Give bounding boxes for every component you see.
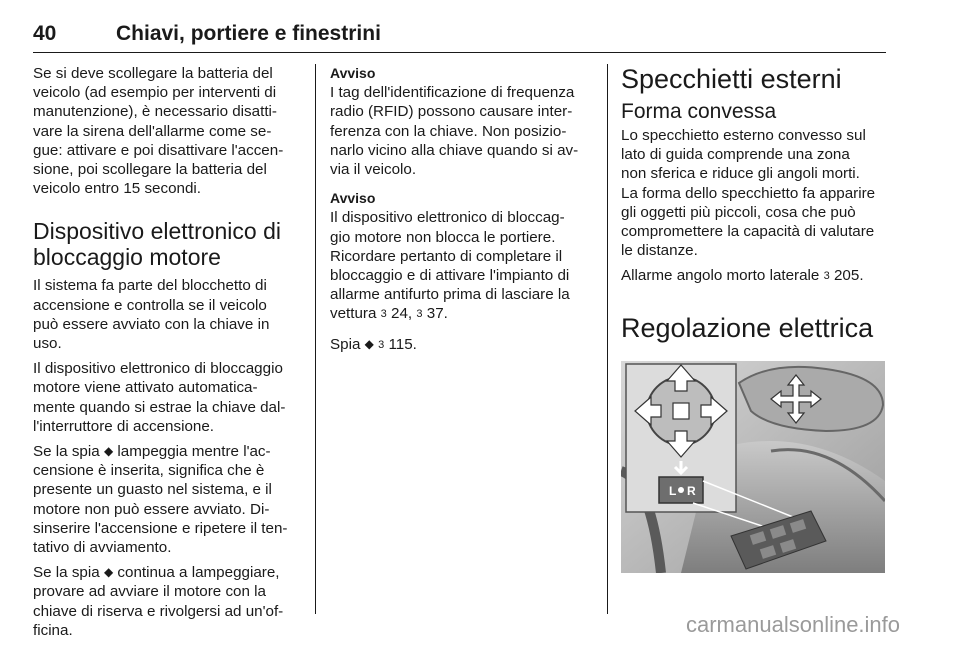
text-line: sione, poi scollegare la batteria del <box>33 161 267 179</box>
text-line: mente quando si estrae la chiave dal- <box>33 398 286 416</box>
page-number: 40 <box>33 22 57 45</box>
immobilizer-warning-icon: ◆ <box>103 565 114 580</box>
selector-dot <box>678 487 684 493</box>
text-line: Il dispositivo elettronico di bloccag- <box>330 209 565 227</box>
immobilizer-warning-icon: ◆ <box>364 336 374 351</box>
page-reference-icon: 3 <box>823 270 830 283</box>
text-line: bloccaggio e di attivare l'impianto di <box>330 267 570 285</box>
notice-box <box>330 64 595 179</box>
column-1 <box>33 64 303 646</box>
text-line: Se si deve scollegare la batteria del <box>33 65 273 82</box>
text-line: manutenzione), è necessario disatti- <box>33 103 277 121</box>
paragraph <box>33 359 303 436</box>
text-line: provare ad avviare il motore con la <box>33 583 266 601</box>
text-line <box>621 266 889 286</box>
column-divider-2 <box>607 64 608 614</box>
watermark: carmanualsonline.info <box>686 612 901 637</box>
text-line: gli oggetti più piccoli, cosa che può <box>621 203 856 221</box>
text-line: radio (RFID) possono causare inter- <box>330 103 573 121</box>
mirror-adjustment-illustration <box>621 361 885 573</box>
text-fragment: Se la spia <box>33 443 100 461</box>
text-line: Il sistema fa parte del blocchetto di <box>33 277 267 295</box>
section-title-mirrors: Specchietti esterni <box>621 64 842 94</box>
text-fragment: Spia <box>330 335 361 353</box>
text-line: lato di guida comprende una zona <box>621 146 850 164</box>
text-line: Lo specchietto esterno convesso sul <box>621 127 866 144</box>
immobilizer-warning-icon: ◆ <box>103 444 114 459</box>
text-line: ferenza con la chiave. Non posizio- <box>330 122 567 140</box>
notice-box <box>330 189 595 324</box>
text-fragment: Se la spia <box>33 564 100 582</box>
text-line: I tag dell'identificazione di frequenza <box>330 84 575 102</box>
section-title-electric-adjustment: Regolazione elettrica <box>621 312 874 343</box>
subsection-title-convex: Forma convessa <box>621 100 777 123</box>
text-line <box>330 335 595 355</box>
text-line: censione è inserita, significa che è <box>33 462 265 480</box>
column-divider-1 <box>315 64 316 614</box>
text-line: non sferica e riduce gli angoli morti. <box>621 165 860 183</box>
text-line: sinserire l'accensione e ripetere il ten- <box>33 519 288 537</box>
text-line: le distanze. <box>621 242 698 260</box>
text-fragment: Allarme angolo morto laterale <box>621 267 820 285</box>
page-reference[interactable]: 37. <box>426 305 448 323</box>
text-line: può essere avviato con la chiave in <box>33 315 270 333</box>
text-line: presente un guasto nel sistema, e il <box>33 481 272 499</box>
paragraph <box>330 335 595 355</box>
page-reference-icon: 3 <box>380 308 387 321</box>
page-reference-icon: 3 <box>416 308 423 321</box>
text-line: compromettere la capacità di valutare <box>621 223 875 241</box>
text-line: uso. <box>33 335 62 353</box>
text-line: motore viene attivato automatica- <box>33 379 258 397</box>
text-line <box>330 304 595 324</box>
text-line: motore non può essere avviato. Di- <box>33 500 270 518</box>
section-heading-immobilizer <box>33 218 303 270</box>
text-line: Il dispositivo elettronico di bloccaggio <box>33 360 283 378</box>
text-fragment: lampeggia mentre l'ac- <box>117 443 271 461</box>
heading-line: bloccaggio motore <box>33 244 221 271</box>
intro-paragraph <box>33 64 303 198</box>
text-line: La forma dello specchietto fa apparire <box>621 184 876 202</box>
chapter-title: Chiavi, portiere e finestrini <box>116 22 381 45</box>
notice-title: Avviso <box>330 190 376 207</box>
text-line: Ricordare pertanto di completare il <box>330 247 563 265</box>
text-line: allarme antifurto prima di lasciare la <box>330 286 570 304</box>
paragraph <box>33 563 303 640</box>
page-reference-icon: 3 <box>378 338 385 351</box>
paragraph <box>621 126 889 260</box>
text-fragment: vettura <box>330 305 377 323</box>
text-line: chiave di riserva e rivolgersi ad un'of- <box>33 602 284 620</box>
page-reference[interactable]: 115. <box>388 335 417 353</box>
notice-title: Avviso <box>330 65 376 81</box>
text-line: via il veicolo. <box>330 161 417 179</box>
heading-line: Dispositivo elettronico di <box>33 218 282 245</box>
header-rule <box>33 52 886 53</box>
column-2 <box>330 64 595 361</box>
page-reference[interactable]: 24, <box>391 305 413 323</box>
text-line: gio motore non blocca le portiere. <box>330 228 556 246</box>
text-line: ficina. <box>33 621 73 639</box>
text-line: gue: attivare e poi disattivare l'accen- <box>33 141 284 159</box>
text-line <box>33 563 303 582</box>
text-line: veicolo (ad esempio per interventi di <box>33 84 277 102</box>
text-line: tativo di avviamento. <box>33 539 172 557</box>
text-line: l'interruttore di accensione. <box>33 417 215 435</box>
center-mirror-icon <box>673 403 689 419</box>
selector-left-label: L <box>669 483 677 498</box>
page-reference[interactable]: 205. <box>833 267 864 285</box>
text-line: vare la sirena dell'allarme come se- <box>33 122 272 140</box>
column-3 <box>621 64 889 573</box>
text-line: narlo vicino alla chiave quando si av- <box>330 141 579 159</box>
selector-right-label: R <box>687 483 696 498</box>
text-line: veicolo entro 15 secondi. <box>33 180 202 198</box>
paragraph <box>621 266 889 286</box>
text-line: accensione e controlla se il veicolo <box>33 296 267 314</box>
text-line <box>33 442 303 461</box>
paragraph <box>33 276 303 353</box>
text-fragment: continua a lampeggiare, <box>117 564 280 582</box>
paragraph <box>33 442 303 557</box>
